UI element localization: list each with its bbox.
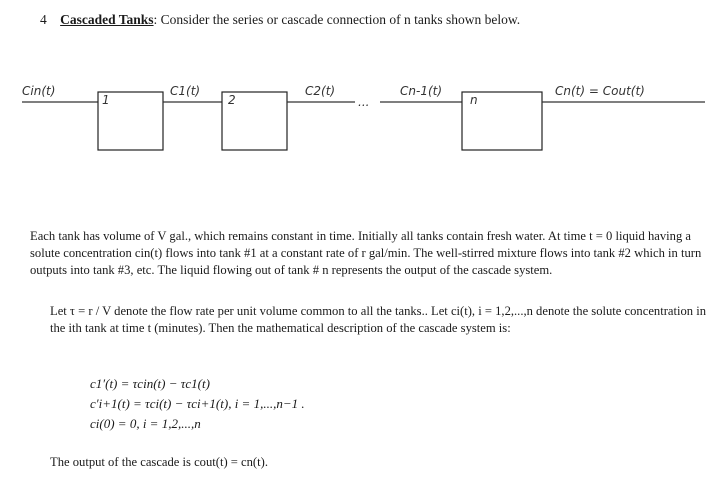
equation-block [90,374,590,434]
problem-title: Cascaded Tanks [60,12,154,27]
description-paragraph: Each tank has volume of V gal., which remains constant in time. Initially all tanks contain fresh water. At time t = 0 liquid having a solute concentration cin(t) flows into tank #1 at a constant rate of r gal/min. The well-stirred mixture flows into tank #2 which in turn outputs into tank #3, etc. The liquid flowing out of tank # n represents the output of the cascade system. [30,229,702,277]
equation-3: ci(0) = 0, i = 1,2,...,n [90,416,201,431]
cascade-diagram [0,70,725,180]
input-label: Cin(t) [22,84,56,98]
equation-1: c1′(t) = τcin(t) − τc1(t) [90,376,210,391]
equation-2: c′i+1(t) = τci(t) − τci+1(t), i = 1,...,n−1 . [90,396,305,411]
c2-label: C2(t) [305,84,336,98]
ellipsis: ... [358,95,370,109]
problem-intro: : Consider the series or cascade connection of n tanks shown below. [153,12,521,27]
c1-label: C1(t) [170,84,201,98]
cn1-label: Cn-1(t) [400,84,443,98]
tank-2-label: 2 [228,93,236,107]
output-label: Cn(t) = Cout(t) [555,84,645,98]
tank-n-label: n [470,93,478,107]
definition-paragraph: Let τ = r / V denote the flow rate per unit volume common to all the tanks.. Let ci(t), i = 1,2,...,n denote the solute concentration in the ith tank at time t (minutes). Then the mathematical description of the cascade system is: [50,304,707,335]
problem-number: 4 [40,12,47,27]
problem-heading [40,12,520,28]
output-statement: The output of the cascade is cout(t) = cn(t). [50,455,268,469]
tank-1-label: 1 [102,93,110,107]
